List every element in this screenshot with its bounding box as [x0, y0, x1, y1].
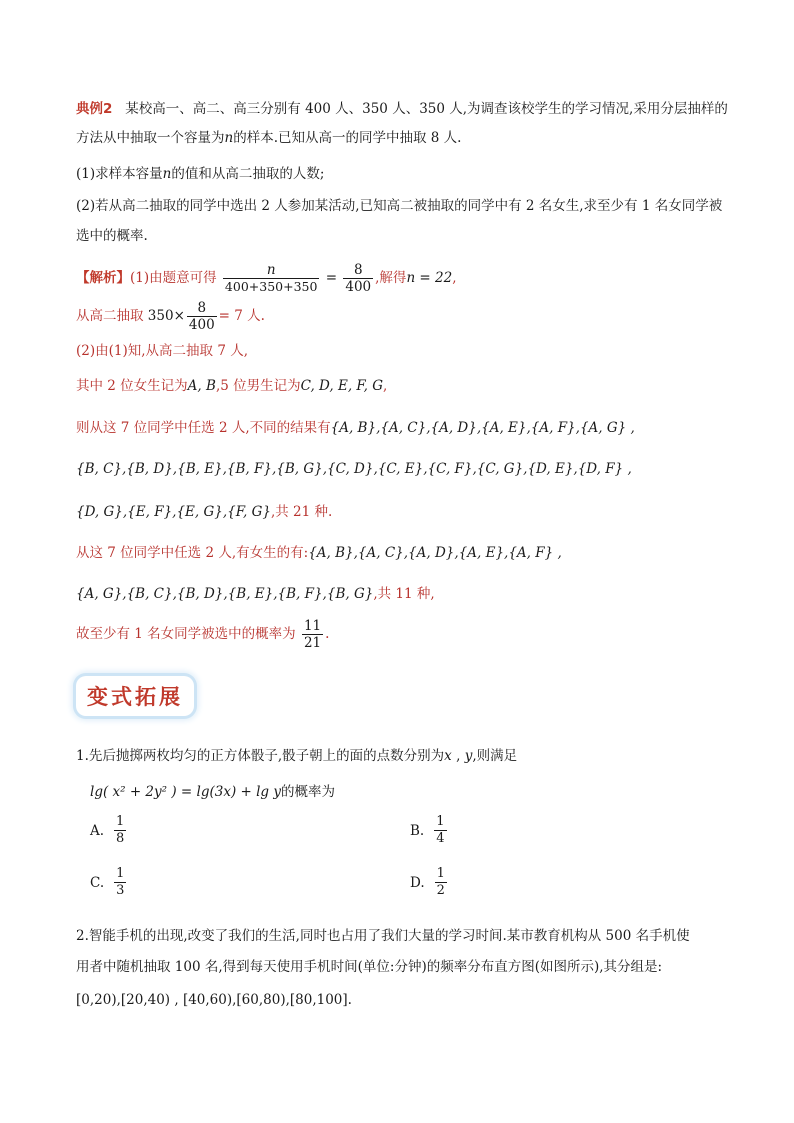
solution-1b: ,解得 [375, 270, 407, 286]
problem-1-line-1 [76, 746, 517, 766]
solution-8a: 从这 7 位同学中任选 2 人,有女生的有: [76, 545, 309, 561]
female-pairs-list-2: {A, G},{B, C},{B, D},{B, E},{B, F},{B, G} [76, 586, 374, 602]
female-labels: A, B [187, 378, 216, 394]
fraction-denominator: 3 [116, 883, 125, 898]
solution-n-value: n = 22 [406, 270, 453, 286]
solution-2c: = 7 人. [218, 308, 265, 324]
solution-line-1 [76, 260, 457, 296]
option-fraction [435, 866, 447, 899]
pairs-list-1: {A, B},{A, C},{A, D},{A, E},{A, F},{A, G} , [330, 420, 635, 436]
fraction-11-over-21 [302, 618, 323, 651]
option-label: A. [90, 822, 105, 839]
problem-1-text-a: 1.先后抛掷两枚均匀的正方体骰子,骰子朝上的面的点数分别为 [76, 748, 445, 764]
solution-line-7 [76, 502, 332, 522]
fraction-8-over-400 [187, 300, 217, 333]
solution-9b: ,共 11 种, [373, 586, 435, 602]
fraction-8-over-400 [343, 262, 373, 295]
male-labels: C, D, E, F, G [300, 378, 384, 394]
solution-1d: , [452, 270, 457, 286]
equals-sign: = [325, 270, 338, 286]
solution-1a: (1)由题意可得 [130, 270, 217, 286]
solution-line-9 [76, 584, 435, 604]
solution-2a: 从高二抽取 [76, 308, 144, 324]
solution-5a: 则从这 7 位同学中任选 2 人,不同的结果有 [76, 420, 331, 436]
solution-line-2 [76, 298, 265, 334]
fraction-denominator: 8 [116, 831, 125, 846]
var-x: x [444, 748, 452, 764]
fraction-numerator: 1 [436, 866, 445, 881]
question-1-b: 的值和从高二抽取的人数; [171, 166, 325, 182]
pairs-list-3: {D, G},{E, F},{E, G},{F, G} [76, 504, 271, 520]
fraction-numerator: 1 [116, 814, 125, 829]
solution-4a: 其中 2 位女生记为 [76, 378, 188, 394]
option-d[interactable] [410, 866, 449, 899]
log-equation: lg( x² + 2y² ) = lg(3x) + lg y [90, 784, 281, 800]
option-fraction [434, 814, 446, 847]
problem-1-text-c: 的概率为 [280, 784, 335, 800]
comma: , [456, 748, 461, 764]
solution-line-3: (2)由(1)知,从高二抽取 7 人, [76, 343, 248, 359]
fraction-numerator: 8 [187, 300, 217, 317]
var-n: n [224, 130, 234, 146]
fraction-numerator: 1 [436, 814, 445, 829]
solution-line-8 [76, 543, 562, 563]
female-pairs-list-1: {A, B},{A, C},{A, D},{A, E},{A, F} , [308, 545, 562, 561]
fraction-denominator: 400 [188, 317, 215, 333]
option-c[interactable] [90, 866, 128, 899]
fraction-numerator: 1 [116, 866, 125, 881]
question-2-line-1: (2)若从高二抽取的同学中选出 2 人参加某活动,已知高二被抽取的同学中有 2 名女生,求至少有 1 名女同学被 [76, 198, 723, 214]
fraction-n-over-total [223, 262, 320, 295]
example-first-line [76, 99, 728, 119]
solution-line-4 [76, 376, 387, 396]
fraction-numerator: n [223, 262, 320, 279]
fraction-denominator: 4 [436, 831, 445, 846]
question-1 [76, 164, 324, 184]
var-y: y [464, 748, 473, 764]
option-a[interactable] [90, 814, 128, 847]
fraction-denominator: 2 [436, 883, 445, 898]
solution-4c: ,5 位男生记为 [215, 378, 301, 394]
example-statement-2b: 的样本.已知从高一的同学中抽取 8 人. [233, 130, 462, 146]
example-second-line [76, 128, 461, 148]
option-fraction [114, 814, 126, 847]
fraction-denominator: 400+350+350 [224, 279, 318, 294]
option-label: B. [410, 822, 425, 839]
option-label: D. [410, 874, 425, 891]
example-tag: 典例2 [76, 101, 113, 117]
solution-line-6: {B, C},{B, D},{B, E},{B, F},{B, G},{C, D},{C, E},{C, F},{C, G},{D, E},{D, F} , [76, 461, 632, 477]
solution-7b: ,共 21 种. [270, 504, 333, 520]
problem-2-line-2: 用者中随机抽取 100 名,得到每天使用手机时间(单位:分钟)的频率分布直方图(如图所示),其分组是: [76, 959, 663, 975]
solution-line-10 [76, 616, 329, 652]
fraction-numerator: 8 [343, 262, 373, 279]
solution-4e: , [383, 378, 388, 394]
option-fraction [114, 866, 126, 899]
fraction-denominator: 400 [345, 279, 372, 295]
fraction-denominator: 21 [303, 635, 322, 651]
fraction-numerator: 11 [303, 618, 322, 634]
option-b[interactable] [410, 814, 449, 847]
solution-line-5 [76, 418, 635, 438]
problem-2-line-3: [0,20),[20,40) , [40,60),[60,80),[80,100]. [76, 992, 352, 1008]
example-statement-2a: 方法从中抽取一个容量为 [76, 130, 225, 146]
section-header-badge [76, 676, 194, 716]
question-1-a: (1)求样本容量 [76, 166, 163, 182]
solution-10a: 故至少有 1 名女同学被选中的概率为 [76, 626, 296, 642]
solution-2b: 350× [147, 308, 185, 324]
solution-10b: . [325, 626, 330, 642]
question-2-line-2: 选中的概率. [76, 228, 148, 244]
var-n: n [162, 166, 172, 182]
problem-2-line-1: 2.智能手机的出现,改变了我们的生活,同时也占用了我们大量的学习时间.某市教育机构从 500 名手机使 [76, 928, 690, 944]
option-label: C. [90, 874, 105, 891]
problem-1-line-2 [90, 782, 335, 802]
solution-tag: 【解析】 [76, 270, 130, 286]
section-title: 变式拓展 [87, 685, 183, 709]
example-statement-1: 某校高一、高二、高三分别有 400 人、350 人、350 人,为调查该校学生的学习情况,采用分层抽样的 [125, 101, 728, 117]
problem-1-text-b: ,则满足 [472, 748, 518, 764]
